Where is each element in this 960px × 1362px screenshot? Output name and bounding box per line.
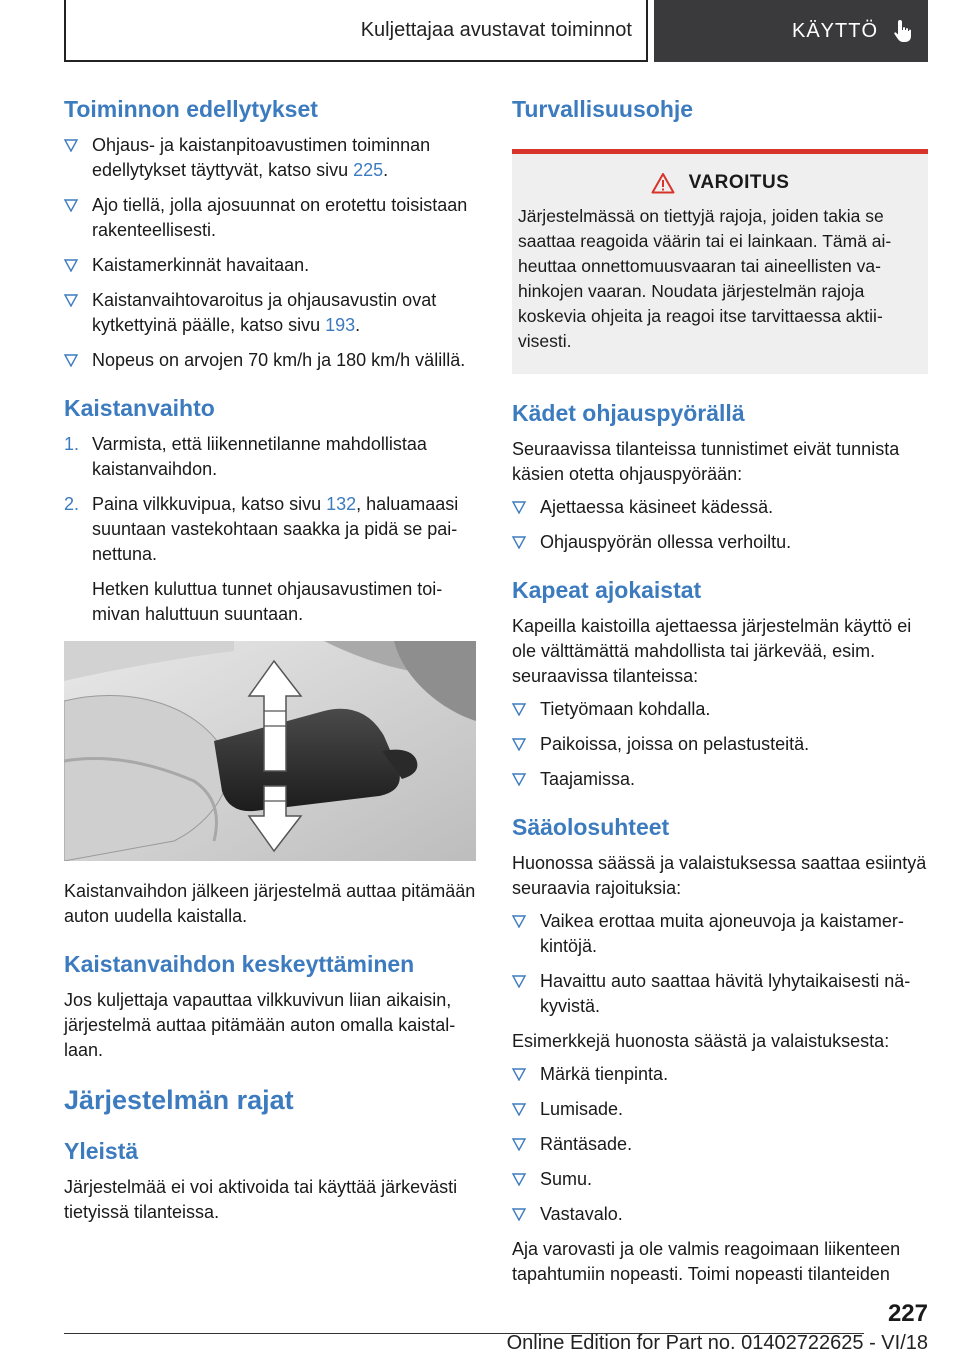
triangle-bullet-icon — [512, 975, 526, 988]
step-item: 1. Varmista, että liikennetilanne mahdollistaa kaistanvaihdon. — [64, 434, 427, 479]
triangle-bullet-icon — [512, 703, 526, 716]
cancel-text: Jos kuljettaja vapauttaa vilkkuvivun liian aikaisin, järjestelmä auttaa pitämään auton omalla kaistallaan. — [64, 990, 456, 1060]
narrow-lanes-heading: Kapeat ajokaistat — [512, 577, 702, 603]
chapter-tab-label: KÄYTTÖ — [791, 19, 878, 42]
page-link[interactable]: 225 — [353, 160, 384, 180]
list-item: Taajamissa. — [512, 767, 928, 792]
triangle-bullet-icon — [512, 1068, 526, 1081]
narrow-lanes-text: Kapeilla kaistoilla ajettaessa järjestelmän käyttö ei ole välttämättä mahdollista tai järkevää, esim. seuraavissa tilanteissa: — [512, 616, 912, 686]
list-item: Sumu. — [512, 1167, 928, 1192]
triangle-bullet-icon — [512, 1138, 526, 1151]
narrow-lanes-list — [512, 697, 928, 792]
triangle-bullet-icon — [512, 501, 526, 514]
weather-closing-text: Aja varovasti ja ole valmis reagoimaan liikenteen tapahtumiin nopeasti. Toimi nopeasti tilanteiden — [512, 1239, 901, 1284]
weather-section — [512, 814, 928, 1287]
list-item: Vastavalo. — [512, 1202, 928, 1227]
hand-pointer-icon — [890, 17, 918, 45]
triangle-bullet-icon — [64, 199, 78, 212]
warning-text: Järjestelmässä on tiettyjä rajoja, joiden takia se saattaa reagoida väärin tai ei lainkaan. Tämä aiheuttaa onnettomuusvaaran tai aineellisten vahinkojen vaaran. Noudata järjestelmän rajoja koskevia ohjeita ja reagoi itse tarvittaessa aktiivisesti. — [518, 206, 892, 351]
triangle-bullet-icon — [512, 738, 526, 751]
hands-heading: Kädet ohjauspyörällä — [512, 400, 745, 426]
triangle-bullet-icon — [512, 536, 526, 549]
triangle-bullet-icon — [512, 915, 526, 928]
lane-change-section — [64, 395, 476, 627]
list-item: Märkä tienpinta. — [512, 1062, 928, 1087]
general-section — [64, 1138, 476, 1225]
turn-signal-lever-illustration — [64, 641, 476, 861]
list-item: Räntäsade. — [512, 1132, 928, 1157]
step-number: 1. — [64, 434, 80, 454]
general-heading: Yleistä — [64, 1138, 139, 1164]
list-item: Ohjauspyörän ollessa verhoiltu. — [512, 530, 928, 555]
prerequisites-section — [64, 96, 476, 373]
hands-text: Seuraavissa tilanteissa tunnistimet eivät tunnista käsien otetta ohjauspyörään: — [512, 439, 900, 484]
triangle-bullet-icon — [64, 139, 78, 152]
step-number: 2. — [64, 494, 80, 514]
triangle-bullet-icon — [64, 294, 78, 307]
edition-text: Online Edition for Part no. 01402722625 - VI/18 — [506, 1332, 928, 1354]
triangle-bullet-icon — [512, 1173, 526, 1186]
weather-text: Huonossa säässä ja valaistuksessa saattaa esiintyä seuraavia rajoituksia: — [512, 853, 927, 898]
weather-examples-list — [512, 1062, 928, 1227]
triangle-bullet-icon — [64, 354, 78, 367]
list-item: Vaikea erottaa muita ajoneuvoja ja kaistamerkintöjä. — [512, 909, 928, 959]
weather-list — [512, 909, 928, 1019]
after-figure-text: Kaistanvaihdon jälkeen järjestelmä auttaa pitämään auton uudella kaistalla. — [64, 881, 476, 926]
triangle-bullet-icon — [512, 773, 526, 786]
step-item: 2. Paina vilkkuvipua, katso sivu 132, haluamaasi suuntaan vastekohtaan saakka ja pidä se painettuna. — [64, 494, 459, 564]
list-item: Paikoissa, joissa on pelastusteitä. — [512, 732, 928, 757]
triangle-bullet-icon — [512, 1103, 526, 1116]
warning-label: VAROITUS — [688, 172, 790, 193]
hands-section — [512, 400, 928, 555]
safety-heading: Turvallisuusohje — [512, 96, 694, 122]
hands-list — [512, 495, 928, 555]
narrow-lanes-section — [512, 577, 928, 792]
weather-heading: Sääolosuhteet — [512, 814, 670, 840]
limits-heading: Järjestelmän rajat — [64, 1085, 294, 1115]
page-number: 227 — [887, 1300, 928, 1327]
list-item: Kaistamerkinnät havaitaan. — [64, 253, 476, 278]
right-column — [512, 96, 928, 1295]
limits-section — [64, 1085, 476, 1116]
left-column — [64, 96, 476, 1233]
lane-change-heading: Kaistanvaihto — [64, 395, 215, 421]
prerequisites-list — [64, 133, 476, 373]
page-link[interactable]: 132 — [326, 494, 357, 514]
warning-box — [512, 154, 928, 374]
list-item: Ajettaessa käsineet kädessä. — [512, 495, 928, 520]
chapter-tab — [654, 0, 928, 62]
warning-triangle-icon — [651, 172, 675, 194]
list-item: Ohjaus- ja kaistanpitoavustimen toiminnan edellytykset täyttyvät, katso sivu 225. — [64, 133, 476, 183]
weather-examples-text: Esimerkkejä huonosta säästä ja valaistuksesta: — [512, 1031, 890, 1051]
triangle-bullet-icon — [64, 259, 78, 272]
page-link[interactable]: 193 — [325, 315, 356, 335]
section-title: Kuljettajaa avustavat toiminnot — [64, 0, 648, 62]
list-item: Tietyömaan kohdalla. — [512, 697, 928, 722]
lane-change-steps — [64, 432, 476, 567]
warning-title — [518, 172, 922, 194]
cancel-section — [64, 951, 476, 1063]
safety-section — [512, 96, 928, 374]
list-item: Ajo tiellä, jolla ajosuunnat on erotettu toisistaan rakenteellisesti. — [64, 193, 476, 243]
list-item: Havaittu auto saattaa hävitä lyhytaikaisesti näkyvistä. — [512, 969, 928, 1019]
list-item: Nopeus on arvojen 70 km/h ja 180 km/h välillä. — [64, 348, 476, 373]
triangle-bullet-icon — [512, 1208, 526, 1221]
general-text: Järjestelmää ei voi aktivoida tai käyttää järkevästi tietyissä tilanteissa. — [64, 1177, 458, 1222]
cancel-heading: Kaistanvaihdon keskeyttäminen — [64, 951, 415, 977]
page-header — [64, 0, 928, 64]
step-note: Hetken kuluttua tunnet ohjausavustimen toimivan haluttuun suuntaan. — [92, 579, 443, 624]
list-item: Kaistanvaihtovaroitus ja ohjausavustin ovat kytkettyinä päälle, katso sivu 193. — [64, 288, 476, 338]
list-item: Lumisade. — [512, 1097, 928, 1122]
prerequisites-heading: Toiminnon edellytykset — [64, 96, 318, 122]
